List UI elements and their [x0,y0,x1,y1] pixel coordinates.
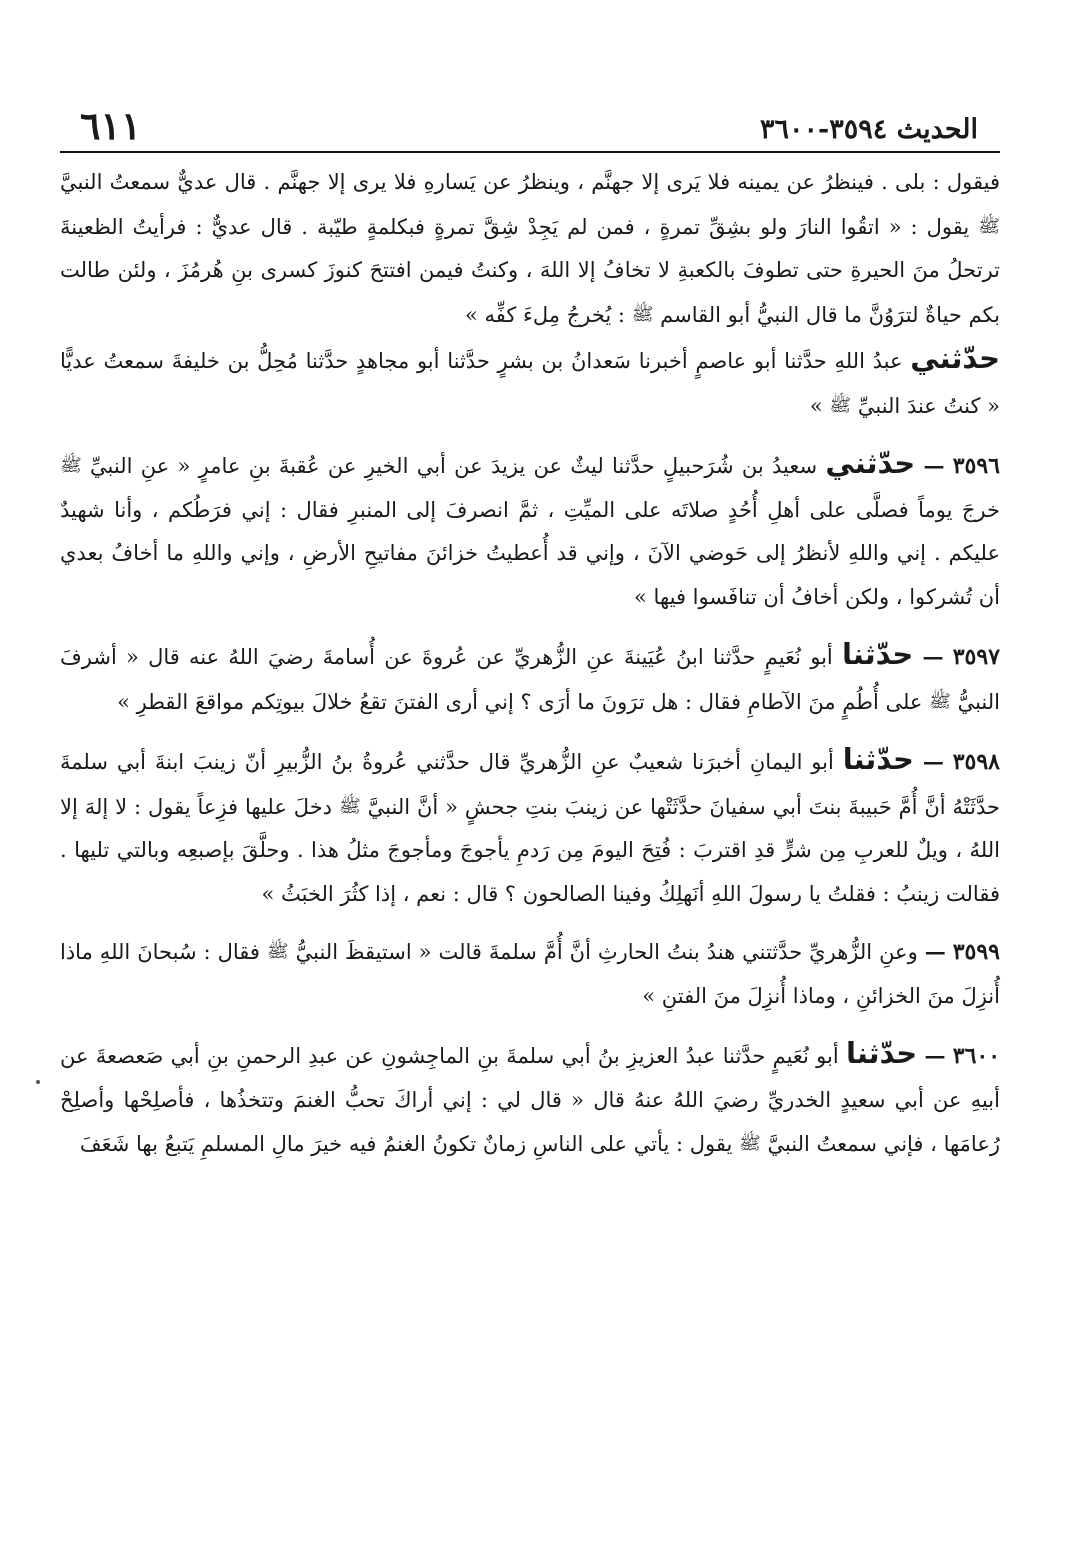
hadith-number: ٣٥٩٨ [952,749,1000,775]
dash: — [922,644,944,669]
paragraph-continuation [60,161,1000,337]
text-segment: أبو نُعَيمٍ حدَّثنا عبدُ العزيزِ بنُ أبي سلمةَ بنِ الماجِشونِ عن عبدِ الرحمنِ بنِ أبي صَعصعةَ عن أبيهِ عن أبي سعيدٍ الخدريِّ رضيَ اللهُ عنهُ قال « قال لي : إني أراكَ تحبُّ الغنمَ وتتخذُها ، فأصلِحْها وأصلِحْ رُعامَها ، فإني سمعتُ النبيَّ [60,1044,1000,1156]
haddatha-word: حدّثني [910,341,1000,375]
hadith-number: ٣٥٩٦ [952,453,1000,479]
running-header [60,95,1000,153]
text-segment: سعيدُ بن شُرَحبيلٍ حدَّثنا ليثٌ عن يزيدَ عن أبي الخيرِ عن عُقبةَ بنِ عامرٍ « عنِ النبيِّ [90,454,818,478]
text-segment: » [809,393,823,418]
hadith-3597 [60,633,1000,724]
salawat-seal-icon: ﷺ [829,394,852,416]
hadith-3596 [60,442,1000,619]
hadith-number: ٣٥٩٩ [952,939,1000,965]
hadith-3598 [60,738,1000,916]
salawat-seal-icon: ﷺ [60,455,82,476]
haddatha-word: حدّثنا [845,1036,918,1070]
salawat-seal-icon: ﷺ [631,303,654,325]
salawat-seal-icon: ﷺ [978,215,1000,237]
text-segment: عبدُ اللهِ حدَّثنا أبو عاصمٍ أخبرنا سَعدانُ بن بشرٍ حدَّثنا أبو مجاهدٍ حدَّثنا مُحِلُّ بن خليفةَ سمعتُ عديًّا « كنتُ عندَ النبيِّ [60,349,1000,418]
dash: — [924,939,946,964]
haddatha-word: حدّثني [825,446,916,480]
text-segment: أبو نُعَيمٍ حدَّثنا ابنُ عُيَينةَ عنِ الزُّهريِّ عن عُروةَ عن أُسامةَ رضيَ اللهُ عنه قال « أشرفَ النبيُّ [60,645,1000,714]
page-number: ٦١١ [80,103,142,148]
hadith-3600 [60,1032,1000,1167]
text-segment: خرجَ يوماً فصلَّى على أهلِ أُحُدٍ صلاتَه على الميِّتِ ، ثمَّ انصرفَ إلى المنبرِ فقال : إني فرَطُكم ، وأنا شهيدٌ عليكم . إني واللهِ لأنظرُ إلى حَوضي الآنَ ، وإني قد أُعطيتُ خزائنَ مفاتيحِ الأرضِ ، وإني واللهِ ما أخافُ بعدي أن تُشركوا ، ولكن أخافُ أن تنافَسوا فيها » [60,497,1000,609]
paragraph-isnad [60,337,1000,428]
text-segment: فيقول : بلى . فينظرُ عن يمينه فلا يَرى إلا جهنَّم ، وينظرُ عن يَسارهِ فلا يرى إلا جهنَّم . قال عديٌّ سمعتُ النبيَّ [60,170,1000,194]
dash: — [922,749,944,774]
text-segment: فقال : سُبحانَ اللهِ ماذا أُنزِلَ منَ الخزائنِ ، وماذا أُنزِلَ منَ الفتنِ » [60,940,1000,1008]
hadith-3599 [60,930,1000,1018]
haddatha-word: حدّثنا [842,637,914,671]
hadith-number: ٣٥٩٧ [952,644,1000,670]
margin-speck [36,1080,40,1084]
salawat-seal-icon: ﷺ [739,1133,761,1154]
page-body [60,161,1000,1167]
text-segment: : يُخرجُ مِلءَ كفِّه » [464,302,626,327]
text-segment: وعنِ الزُّهريِّ حدَّثتني هندُ بنتُ الحارثِ أنَّ أُمَّ سلمةَ قالت « استيقظَ النبيُّ [295,940,918,964]
text-segment: أبو اليمانِ أخبرَنا شعيبٌ عنِ الزُّهريِّ قال حدَّثني عُروةُ بنُ الزُّبيرِ أنّ زينبَ ابنةَ أبي سلمةَ حدَّثَتْهُ أنَّ أُمَّ حَبيبةَ بنتَ أبي سفيانَ حدَّثَتْها عن زينبَ بنتِ جحشٍ « أنَّ النبيَّ [60,750,1000,819]
hadith-range: الحديث ٣٥٩٤-٣٦٠٠ [759,114,978,145]
salawat-seal-icon: ﷺ [266,941,289,962]
book-page [60,95,1000,1525]
text-segment: دخلَ عليها فزِعاً يقول : لا إلهَ إلا اللهُ ، ويلٌ للعربِ مِن شرٍّ قدِ اقتربَ : فُتِحَ اليومَ مِن رَدمِ يأجوجَ ومأجوجَ مثلُ هذا . وحلَّقَ بإصبعِه وبالتي تليها . فقالت زينبُ : فقلتُ يا رسولَ اللهِ أنَهلِكُ وفينا الصالحون ؟ قال : نعم ، إذا كثُرَ الخبَثُ » [60,794,1000,906]
salawat-seal-icon: ﷺ [929,690,951,712]
dash: — [923,453,945,478]
haddatha-word: حدّثنا [842,742,914,776]
salawat-seal-icon: ﷺ [338,795,361,817]
text-segment: على أُطُمٍ منَ الآطامِ فقال : هل ترَونَ ما أرَى ؟ إني أرى الفتنَ تقعُ خلالَ بيوتِكم مواقعَ القطرِ » [117,689,923,714]
hadith-number: ٣٦٠٠ [952,1043,1001,1069]
text-segment: يقول : « اتقُوا النارَ ولو بشِقِّ تمرةٍ ، فمن لم يَجِدْ شِقَّ تمرةٍ فبكلمةٍ طيّبة . قال عديٌّ : فرأيتُ الظعينةَ ترتحلُ منَ الحيرةِ حتى تطوفَ بالكعبةِ لا تخافُ إلا اللهَ ، وكنتُ فيمن افتتحَ كنوزَ كسرى بنِ هُرمُزَ ، ولئن طالت بكم حياةٌ لترَوُنَّ ما قال النبيُّ أبو القاسم [60,214,1000,327]
text-segment: يقول : يأتي على الناسِ زمانٌ تكونُ الغنمُ فيه خيرَ مالِ المسلمِ يَتبعُ بها شَعَفَ [79,1132,733,1156]
dash: — [924,1043,946,1068]
